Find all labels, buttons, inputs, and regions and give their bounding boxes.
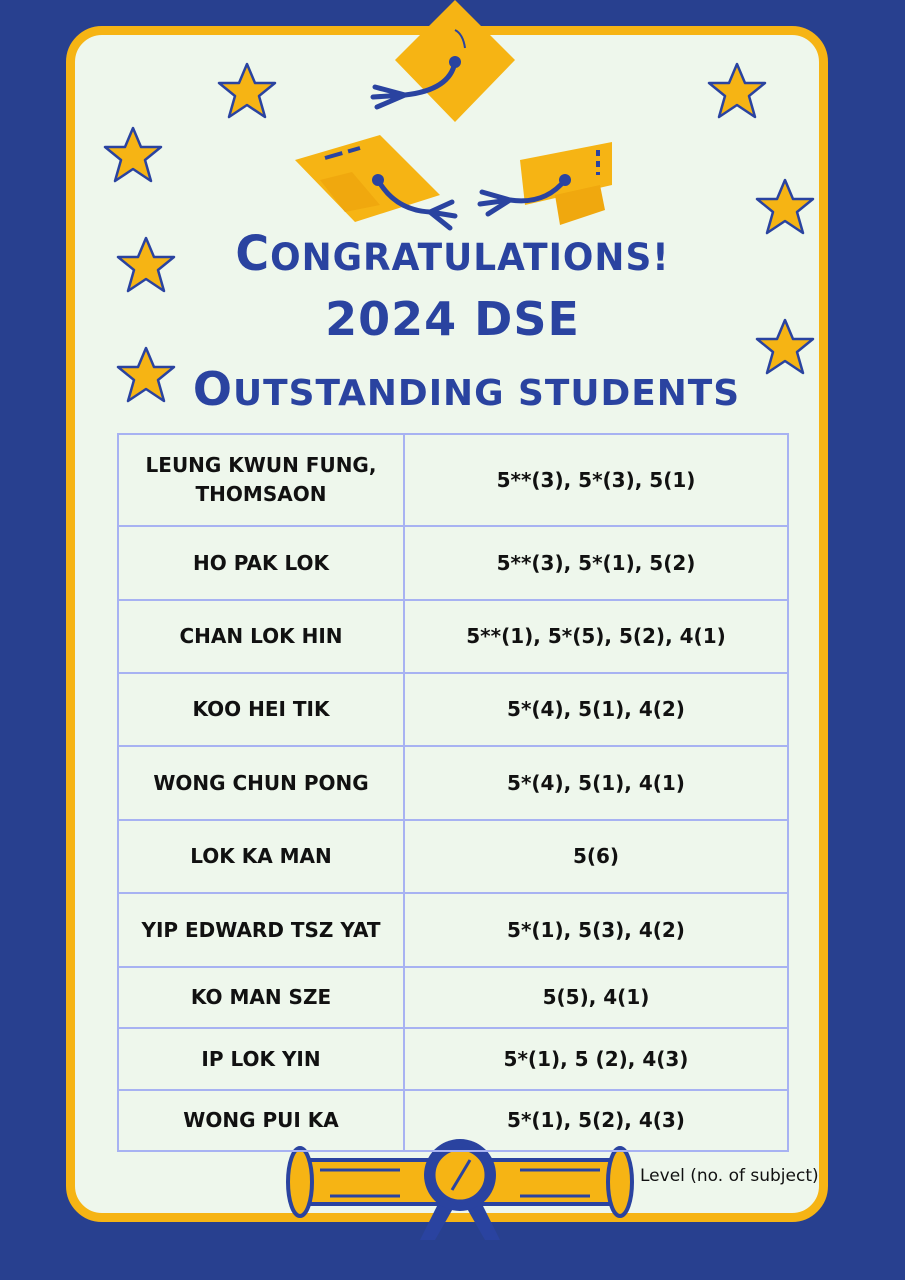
student-name: LOK KA MAN xyxy=(118,820,404,893)
graduation-cap-icon xyxy=(295,135,455,228)
title-year: 2024 DSE xyxy=(325,292,580,346)
table-row xyxy=(118,820,788,893)
table-row xyxy=(118,434,788,526)
star-icon xyxy=(219,64,275,117)
table-row xyxy=(118,1090,788,1151)
student-grades: 5*(4), 5(1), 4(2) xyxy=(404,673,788,746)
table-row xyxy=(118,967,788,1028)
student-grades: 5*(1), 5(3), 4(2) xyxy=(404,893,788,967)
grade-legend: Level (no. of subject) xyxy=(640,1166,819,1186)
student-grades: 5*(4), 5(1), 4(1) xyxy=(404,746,788,820)
table-row xyxy=(118,746,788,820)
student-name: WONG CHUN PONG xyxy=(118,746,404,820)
student-grades: 5(5), 4(1) xyxy=(404,967,788,1028)
graduation-cap-icon xyxy=(373,0,515,122)
ribbon-medal-icon xyxy=(420,1139,500,1240)
table-row xyxy=(118,673,788,746)
table-row xyxy=(118,1028,788,1090)
star-icon xyxy=(105,128,161,181)
student-name: IP LOK YIN xyxy=(118,1028,404,1090)
star-icon xyxy=(709,64,765,117)
student-name: HO PAK LOK xyxy=(118,526,404,600)
student-grades: 5*(1), 5(2), 4(3) xyxy=(404,1090,788,1151)
student-name: WONG PUI KA xyxy=(118,1090,404,1151)
table-row xyxy=(118,600,788,673)
student-grades: 5**(3), 5*(3), 5(1) xyxy=(404,434,788,526)
student-grades: 5**(3), 5*(1), 5(2) xyxy=(404,526,788,600)
graduation-cap-icon xyxy=(480,142,612,225)
student-name: LEUNG KWUN FUNG, THOMSAON xyxy=(118,434,404,526)
title-congratulations: CONGRATULATIONS! xyxy=(235,224,670,282)
table-row xyxy=(118,526,788,600)
results-table xyxy=(117,433,789,1152)
student-grades: 5(6) xyxy=(404,820,788,893)
student-name: YIP EDWARD TSZ YAT xyxy=(118,893,404,967)
student-name: KO MAN SZE xyxy=(118,967,404,1028)
student-grades: 5**(1), 5*(5), 5(2), 4(1) xyxy=(404,600,788,673)
student-name: KOO HEI TIK xyxy=(118,673,404,746)
table-row xyxy=(118,893,788,967)
title-outstanding-students: OUTSTANDING STUDENTS xyxy=(192,362,741,416)
student-grades: 5*(1), 5 (2), 4(3) xyxy=(404,1028,788,1090)
student-name: CHAN LOK HIN xyxy=(118,600,404,673)
